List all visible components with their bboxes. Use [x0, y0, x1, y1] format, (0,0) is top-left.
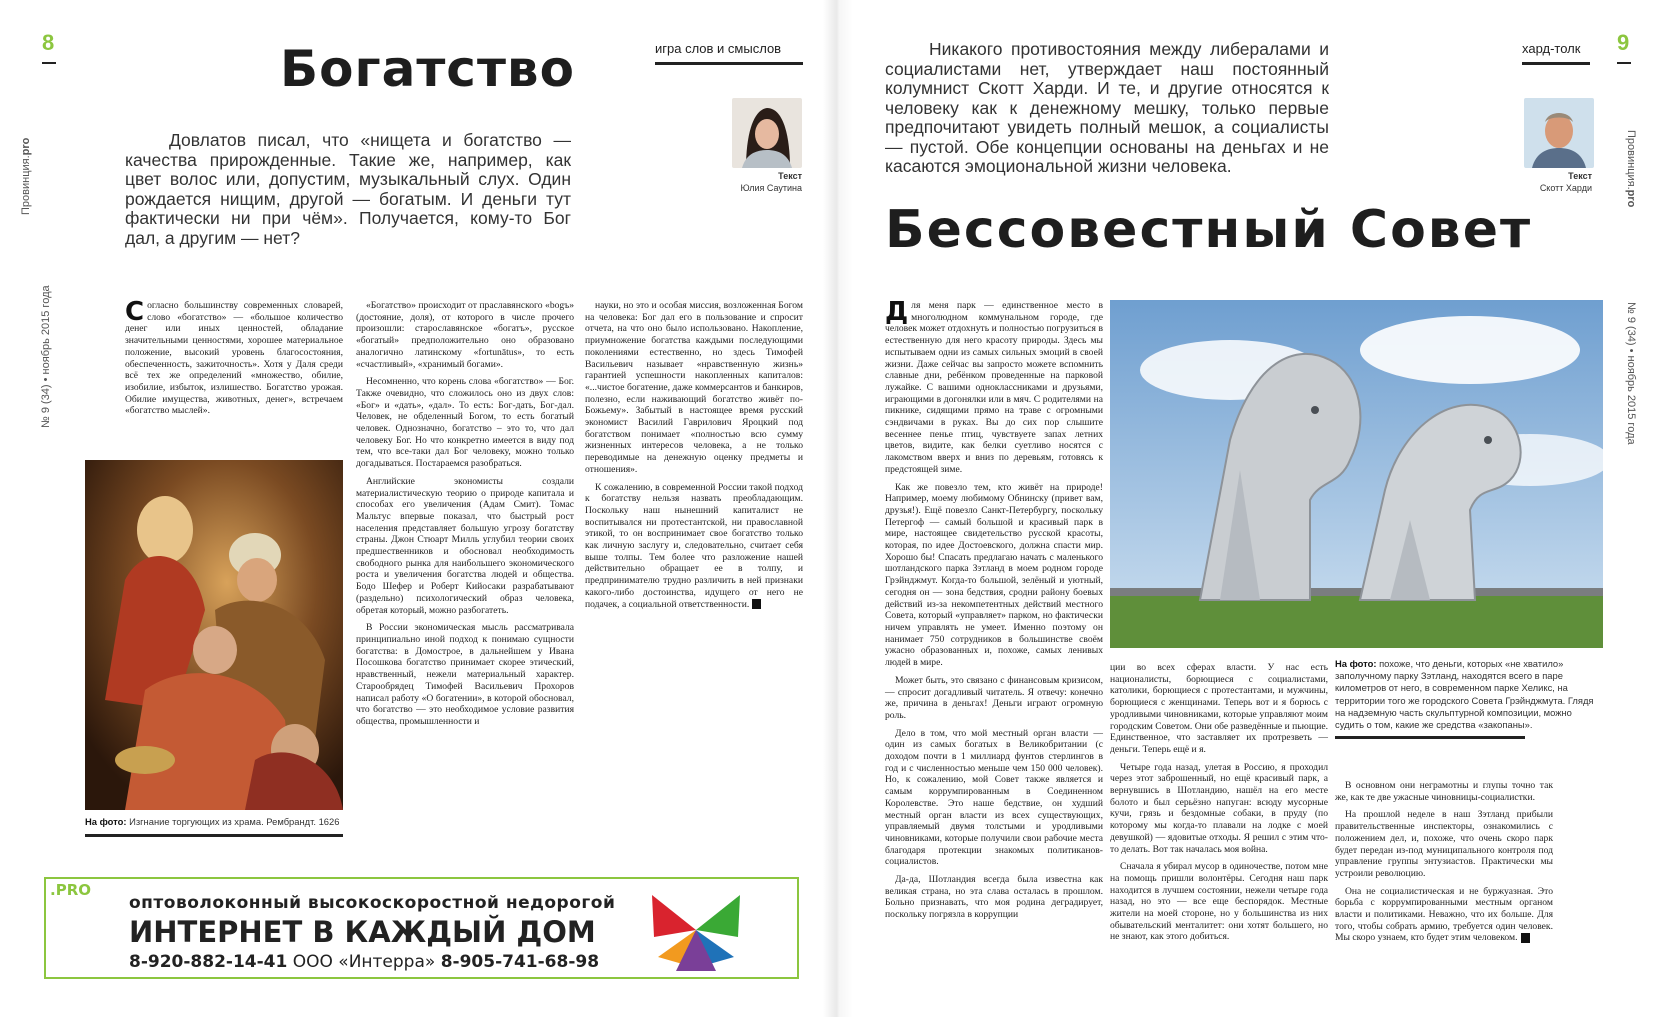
vertical-issue-right: № 9 (34) • ноябрь 2015 года	[1625, 302, 1637, 445]
caption-text: Изгнание торгующих из храма. Рембрандт. 1626	[129, 816, 340, 827]
column-r1-paragraph-4: Дело в том, что мой местный орган власти — один из самых богатых в Великобритании (с доходом почти в 1 миллиард фунтов стерлингов в год и с численностью меньше чем 150 000 человек). Но, к сожалению, мой Совет также является и самым коррумпированным в Соединенном Королевстве. Это наше бедствие, он худший местный орган власти из всех существующих, управляемый двумя толстыми и уродливыми чиновниками, которые получили свои рабочие места благодаря протекции знакомых политиканов-социалистов.	[885, 727, 1103, 868]
paragraph-text: К сожалению, в современной России такой подход к богатству нельзя назвать преобладающим. Поскольку наш нынешний капиталист не воспитывался ни протестантской, ни православной этикой, то он воспринимает свое богатство только как личную заслугу и, следовательно, считает себя выше толпы. Тем более что разложение нашей действительно обращает ее в толпу, и предпринимателю трудно различить в ней признаки какого-либо достоинства, идущего от него не подачек, а социальной ответственности.	[585, 481, 803, 610]
left-page	[0, 0, 835, 1017]
article-column-2	[356, 300, 574, 734]
author-credit-left	[700, 170, 802, 194]
article-column-right-2	[1110, 662, 1328, 949]
article-column-right-3	[1335, 780, 1553, 950]
page-number-rule	[42, 62, 56, 64]
drop-cap: С	[125, 297, 145, 327]
column-r2-paragraph-3: Сначала я убирал мусор в одиночестве, потом мне на помощь пришли волонтёры. Сегодня наш парк находится в лучшем состоянии, нежели четыре года назад, но это — все еще беспорядок. Местные жители на моей стороне, но у большинства из них обывательский менталитет: они хотят большего, но не знают, как этого добиться.	[1110, 861, 1328, 943]
article-title-left: Богатство	[280, 40, 575, 98]
ad-company: ООО «Интерра»	[292, 952, 436, 972]
brand-prefix: Провинция.	[1625, 130, 1637, 190]
painting-photo	[85, 460, 343, 810]
column-2-paragraph-3: Английские экономисты создали материалистическую теорию о природе капитала и способах его увеличения (Адам Смит). Томас Мальтус впервые показал, что быстрый рост населения представляет большую угрозу богатству страны. Джон Стюарт Милль углубил теории своих предшественников и обосновал необходимость свободного рынка для наибольшего экономического роста и увеличения богатства людей и общества. Бодо Шефер и Роберт Кийосаки разрабатывают (раздельно) психологический образ человека, обретая который, можно разбогатеть.	[356, 475, 574, 616]
column-3-paragraph-2	[585, 482, 803, 611]
author-portrait-icon	[1524, 98, 1594, 168]
column-r2-paragraph-1: ции во всех сферах власти. У нас есть националисты, борющиеся с социалистами, католики, борющиеся с протестантами, и мужчины, борющиеся с женщинами. Теперь вот и я борюсь с уродливыми чиновниками, которые управляют моим городским Советом. Они обе разведённые и пьющие. Единственное, что заставляет их протрезветь — деньги. Теперь ещё и я.	[1110, 662, 1328, 755]
article-title-right: Бессовестный Совет	[885, 200, 1533, 260]
author-photo-right	[1524, 98, 1594, 168]
article-column-1	[125, 297, 343, 423]
rembrandt-painting-image	[85, 460, 343, 810]
ad-pro-label: .PRO	[50, 881, 91, 899]
column-r3-paragraph-2: На прошлой неделе в наш Зэтланд прибыли правительственные инспекторы, ознакомились с положением дел, и, похоже, что очень скоро парк будет передан из-под муниципального контроля под управление группы энтузиастов. Практически мы устроили революцию.	[1335, 809, 1553, 879]
vertical-issue-left: № 9 (34) • ноябрь 2015 года	[40, 285, 52, 428]
article-column-3	[585, 300, 803, 616]
column-2-paragraph-4: В России экономическая мысль рассматривала принципиально иной подход к понимаю сущности богатства: в Домострое, в дальнейшем у Ивана Посошкова богатство принимает скорее этический, нравственный, нежели материальный характер. Старообрядец Тимофей Васильевич Прохоров написал работу «О богатении», в которой обосновал, что богатство — это необходимое условие развития общества, промышленности и	[356, 622, 574, 727]
paragraph-text: ля меня парк — единственное место в многолюдном коммунальном городе, где человек может отдохнуть и полностью погрузиться в естественную для него красоту природы. Здесь мы испытываем одни из самых сильных эмоций в своей жизни. Даже сейчас вы запросто можете вспомнить славные дни, ребёнком проведенные на парковой лужайке. С вашими одноклассниками и друзьями, играющими в догонялки или в мяч. С родителями на пикнике, сидящими прямо на траве с огромными сэндвичами в руках. Вы до сих пор слышите весеннее пенье птиц, чувствуете запах летних цветов, видите, как белки суетливо носятся с лакомством вверх и вниз по деревьям, готовясь к предстоящей зиме.	[885, 300, 1103, 475]
caption-label: На фото:	[1335, 658, 1377, 669]
column-2-paragraph-2: Несомненно, что корень слова «богатство» — Бог. Также очевидно, что сложилось оно из двух слов: «Бог» и «дать», «дал». То есть: Бог-дать, Бог-дал. Человек, не обделенный Богом, то есть богатый человек. Однозначно, богатство – это то, что дал человеку Бог. Но что конкретно имеется в виду под тем, что все-таки дал Бог человеку, можно только догадываться. Постараемся разобраться.	[356, 376, 574, 470]
painting-caption	[85, 816, 355, 828]
brand-suffix: pro	[1625, 189, 1637, 208]
article-column-right-1	[885, 297, 1103, 927]
ad-phone-2: 8-905-741-68-98	[440, 952, 600, 972]
column-r3-paragraph-3	[1335, 886, 1553, 945]
rubric-left: игра слов и смыслов	[655, 41, 782, 56]
drop-cap: Д	[885, 297, 909, 327]
paragraph-text: Она не социалистическая и не буржуазная. Это борьба с коррумпированными местным органом власти и политиками. Неважно, что их больше. Для того, чтобы собрать армию, требуется один человек. Мы скоро узнаем, кто будет этим человеком.	[1335, 885, 1553, 944]
caption-text: похоже, что деньги, которых «не хватило» заполучному парку Зэтланд, находятся всего в паре километров от него, в современном парке Хеликс, на территории того же городского Совета Грэйнджмута. Глядя на надземную часть скульптурной композиции, можно судить о том, какие же средства «закопаны».	[1335, 658, 1594, 731]
page-number-rule-right	[1617, 62, 1631, 64]
author-portrait-icon	[732, 98, 802, 168]
rubric-right: хард-толк	[1522, 41, 1581, 56]
vertical-brand-right	[1625, 130, 1637, 207]
author-credit-right	[1490, 170, 1592, 194]
ad-line-1: оптоволоконный высокоскоростной недорогой	[129, 893, 616, 913]
internet-advertisement	[44, 877, 799, 979]
ad-headline: ИНТЕРНЕТ В КАЖДЫЙ ДОМ	[129, 915, 596, 949]
page-number-right: 9	[1617, 30, 1630, 55]
right-page	[835, 0, 1680, 1017]
author-photo-left	[732, 98, 802, 168]
page-number-left: 8	[42, 30, 55, 55]
paragraph-text: огласно большинству современных словарей, слово «богатство» — «большое количество денег или иных ценностей, обладание значительными ценностями, хорошее материальное положение, высокий уровень благосостояния, обеспеченность, зажиточность». Хотя у Даля среди всё тех же определений «множество, обилие, изобилие, избыток, излишество. Богатство урожая. Обилие имущества, животных, денег», встречаем «богатство мыслей».	[125, 300, 343, 417]
brand-prefix: Провинция.	[20, 155, 32, 215]
kelpies-sculpture-image	[1110, 300, 1603, 648]
end-mark-icon: P	[752, 599, 761, 609]
column-3-paragraph-1: науки, но это и особая миссия, возложенная Богом на человека: Бог дал его в пользование и спросит отчета, на что оно было использовано. Накопление, приумножение богатства каждыми последующими поколениями естественно, но здесь Тимофей Васильевич называет «нравственную жизнь» гарантией успешности накопленных капиталов: «...чистое богатение, даже коммерсантов и банкиров, полезно, если наживающий богатство живёт по-Божьему». Забытый в настоящее время русский экономист Василий Гаврилович Яроцкий под богатством понимает «полностью всю сумму жизненных интересов человека, а не только переводимые на денежную оценку предметы и отношения».	[585, 300, 803, 475]
ad-contacts	[129, 952, 599, 972]
kelpies-photo	[1110, 300, 1603, 648]
end-mark-icon: P	[1521, 933, 1530, 943]
credit-name: Скотт Харди	[1539, 183, 1592, 193]
column-r1-paragraph-5: Да-да, Шотландия всегда была известна как великая страна, но эта слава осталась в прошлом. Больно признавать, что моя родина деградирует, поскольку погрязла в коррупции	[885, 874, 1103, 921]
caption-rule-right	[1335, 736, 1525, 739]
credit-name: Юлия Саутина	[740, 183, 802, 193]
column-1-paragraph	[125, 297, 343, 417]
credit-label: Текст	[1568, 171, 1592, 181]
lead-paragraph-right: Никакого противостояния между либералами и социалистами нет, утверждает наш постоянный колумнист Скотт Харди. И те, и другие относятся к человеку как к денежному мешку, только первые предпочитают увидеть полный мешок, а социалисты — пустой. Обе концепции основаны на деньгах и не касаются эмоциональной жизни человека.	[885, 39, 1329, 176]
column-r1-paragraph-3: Может быть, это связано с финансовым кризисом, — спросит догадливый читатель. Я отвечу: конечно же, причина в деньгах! Деньги играют огромную роль.	[885, 674, 1103, 721]
caption-rule-left	[85, 834, 343, 837]
ad-phone-1: 8-920-882-14-41	[129, 952, 288, 972]
vertical-brand-left	[20, 138, 32, 215]
interra-logo-icon	[646, 887, 746, 973]
brand-suffix: pro	[20, 137, 32, 156]
column-r3-paragraph-1: В основном они неграмотны и глупы точно так же, как те две ужасные чиновницы-социалистки.	[1335, 780, 1553, 803]
rubric-rule-left	[655, 62, 803, 65]
kelpies-caption	[1335, 658, 1603, 731]
column-r1-paragraph-1	[885, 297, 1103, 476]
column-r2-paragraph-2: Четыре года назад, улетая в Россию, я проходил через этот заброшенный, но ещё красивый парк, а вернувшись в Шотландию, нашёл на его месте болото и был серьёзно напуган: всюду мусорные кучи, грязь и бездомные собаки, в пруду (по которому мы когда-то плавали на лодке с моей девушкой) — ядовитые отходы. Я решил с этим что-то делать. Вот так началась моя война.	[1110, 761, 1328, 855]
credit-label: Текст	[778, 171, 802, 181]
column-2-paragraph-1: «Богатство» происходит от праславянского «bogъ» (достояние, доля), от которого в числе прочего произошли: старославянское «богатъ», русское «богатый» предположительно оно образовано аналогично латинскому «fortunātus», то есть «счастливый», «хранимый богами».	[356, 300, 574, 370]
rubric-rule-right	[1522, 62, 1590, 65]
caption-label: На фото:	[85, 816, 127, 827]
column-r1-paragraph-2: Как же повезло тем, кто живёт на природе! Например, моему любимому Обнинску (привет вам, друзья!). Ещё повезло Санкт-Петербургу, поскольку Петергоф — самый большой и красивый парк в мире, настоящее свидетельство русской красоты, которая, по идее Достоевского, должна спасти мир. Хорошо бы! Спасать предлагаю начать с маленького шотландского парка Зэтланд в моем родном городе Грэйнджмут. Когда-то большой, зелёный и уютный, сегодня он — зона бедствия, сродни району боевых действий из-за некомпетентных действий местного Совета, который «управляет» парком, но фактически ничем управлять не умеет. Именно поэтому он нанимает 750 сотрудников в большинстве своём ужасно образованных и, похоже, самых ленивых людей в мире.	[885, 481, 1103, 669]
lead-paragraph-left: Довлатов писал, что «нищета и богатство — качества прирожденные. Такие же, например, как цвет волос или, допустим, музыкальный слух. Один рождается нищим, другой — богатым. И деньги тут фактически ни при чём». Получается, кому-то Бог дал, а другим — нет?	[125, 130, 571, 248]
